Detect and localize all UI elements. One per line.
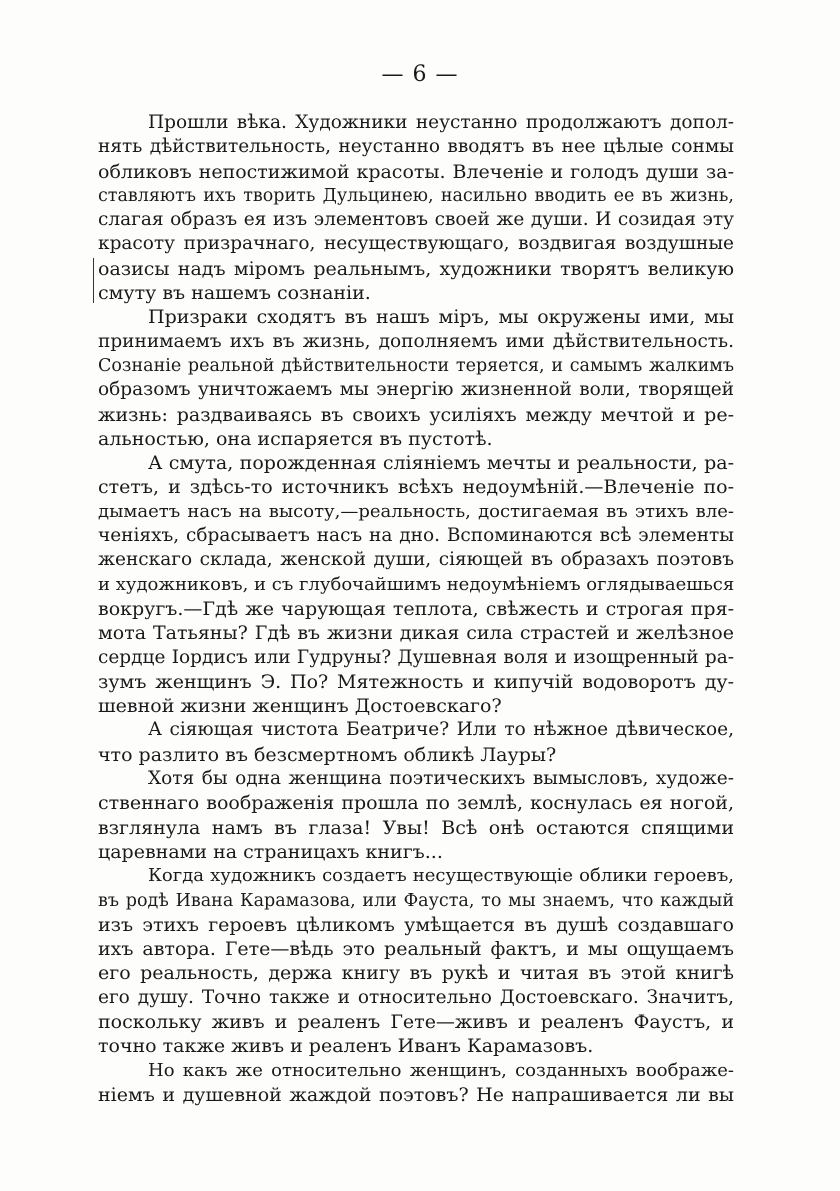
text-line: А сіяющая чистота Беатриче? Или то нѣжное дѣвическое, — [148, 719, 734, 741]
text-line: точно также живъ и реаленъ Иванъ Карамазовъ. — [98, 1035, 594, 1058]
text-line: альностью, она испаряется въ пустотѣ. — [98, 427, 493, 450]
page-number: — 6 — — [381, 62, 459, 87]
text-line: вокругъ.—Гдѣ же чарующая теплота, свѣжесть и строгая пря- — [98, 597, 734, 620]
paragraph-5 — [98, 767, 734, 864]
text-line: слагая образъ ея изъ элементовъ своей же души. И созидая эту — [98, 209, 734, 231]
text-line: женскаго склада, женской души, сіяющей въ образахъ поэтовъ — [98, 549, 734, 571]
paragraph-7 — [98, 1059, 734, 1108]
text-line: изъ этихъ героевъ цѣликомъ умѣщается въ душѣ создавшаго — [98, 913, 734, 936]
text-line: ченіяхъ, сбрасываетъ насъ на дно. Вспоминаются всѣ элементы — [98, 525, 734, 547]
text-line: Хотя бы одна женщина поэтическихъ вымысловъ, художе- — [148, 768, 734, 790]
paragraph-6 — [98, 864, 734, 1058]
text-line: Сознаніе реальной дѣйствительности теряется, и самымъ жалкимъ — [98, 355, 734, 376]
text-line: образомъ уничтожаемъ мы энергію жизненной воли, творящей — [98, 379, 734, 401]
text-line: сердце Іордисъ или Гудруны? Душевная воля и изощренный ра- — [98, 646, 734, 668]
paragraph-2 — [98, 305, 734, 451]
text-line: ственнаго воображенія прошла по землѣ, коснулась ея ногой, — [98, 792, 734, 815]
text-line: стетъ, и здѣсь-то источникъ всѣхъ недоумѣній.—Влеченіе по- — [98, 476, 734, 499]
paragraph-4 — [98, 718, 734, 767]
margin-mark — [93, 258, 94, 303]
text-line: Прошли вѣка. Художники неустанно продолжаютъ допол- — [148, 112, 734, 133]
text-line: поскольку живъ и реаленъ Гете—живъ и реаленъ Фаустъ, и — [98, 1010, 734, 1033]
text-line: нять дѣйствительность, неустанно вводятъ въ нее цѣлые сонмы — [98, 136, 734, 158]
text-line: Но какъ же относительно женщинъ, созданныхъ воображе- — [148, 1059, 734, 1081]
text-line: обликовъ непостижимой красоты. Влеченіе и голодъ души за- — [98, 160, 734, 183]
text-line: царевнами на страницахъ книгъ... — [98, 840, 443, 863]
text-line: шевной жизни женщинъ Достоевскаго? — [98, 695, 502, 718]
text-line: его реальность, держа книгу въ рукѣ и читая въ этой книгѣ — [98, 962, 734, 985]
text-line: его душу. Точно также и относительно Достоевскаго. Значитъ, — [98, 986, 734, 1008]
text-line: что разлито въ безсмертномъ обликѣ Лауры? — [98, 743, 557, 766]
text-line: Призраки сходятъ въ нашъ міръ, мы окружены ими, мы — [148, 306, 734, 329]
text-line: и художниковъ, и съ глубочайшимъ недоумѣніемъ оглядываешься — [98, 573, 734, 595]
body-text — [98, 111, 734, 1107]
text-line: взглянула намъ въ глаза! Увы! Всѣ онѣ остаются спящими — [98, 816, 734, 839]
text-line: ніемъ и душевной жаждой поэтовъ? Не напрашивается ли вы — [98, 1083, 734, 1106]
text-line: дымаетъ насъ на высоту,—реальность, достигаемая въ этихъ вле- — [98, 500, 734, 522]
text-line: зумъ женщинъ Э. По? Мятежность и кипучій водоворотъ ду- — [98, 670, 734, 693]
paragraph-1 — [98, 111, 734, 305]
text-line: ставляютъ ихъ творить Дульцинею, насильно вводить ее въ жизнь, — [98, 185, 734, 206]
paragraph-3 — [98, 451, 734, 718]
text-line: жизнь: раздваиваясь въ своихъ усиліяхъ между мечтой и ре- — [98, 403, 734, 426]
text-line: смуту въ нашемъ сознаніи. — [98, 282, 371, 305]
text-line: А смута, порожденная сліяніемъ мечты и реальности, ра- — [148, 452, 734, 475]
text-line: Когда художникъ создаетъ несуществующіе облики героевъ, — [148, 865, 734, 887]
text-line: въ родѣ Ивана Карамазова, или Фауста, то мы знаемъ, что каждый — [98, 890, 734, 911]
text-line: принимаемъ ихъ въ жизнь, дополняемъ ими дѣйствительность. — [98, 330, 734, 352]
text-line: мота Татьяны? Гдѣ въ жизни дикая сила страстей и желѣзное — [98, 622, 734, 645]
text-line: красоту призрачнаго, несуществующаго, воздвигая воздушные — [98, 233, 734, 255]
text-line: оазисы надъ міромъ реальнымъ, художники творятъ великую — [98, 257, 734, 280]
text-line: ихъ автора. Гете—вѣдь это реальный фактъ, и мы ощущаемъ — [98, 938, 734, 961]
